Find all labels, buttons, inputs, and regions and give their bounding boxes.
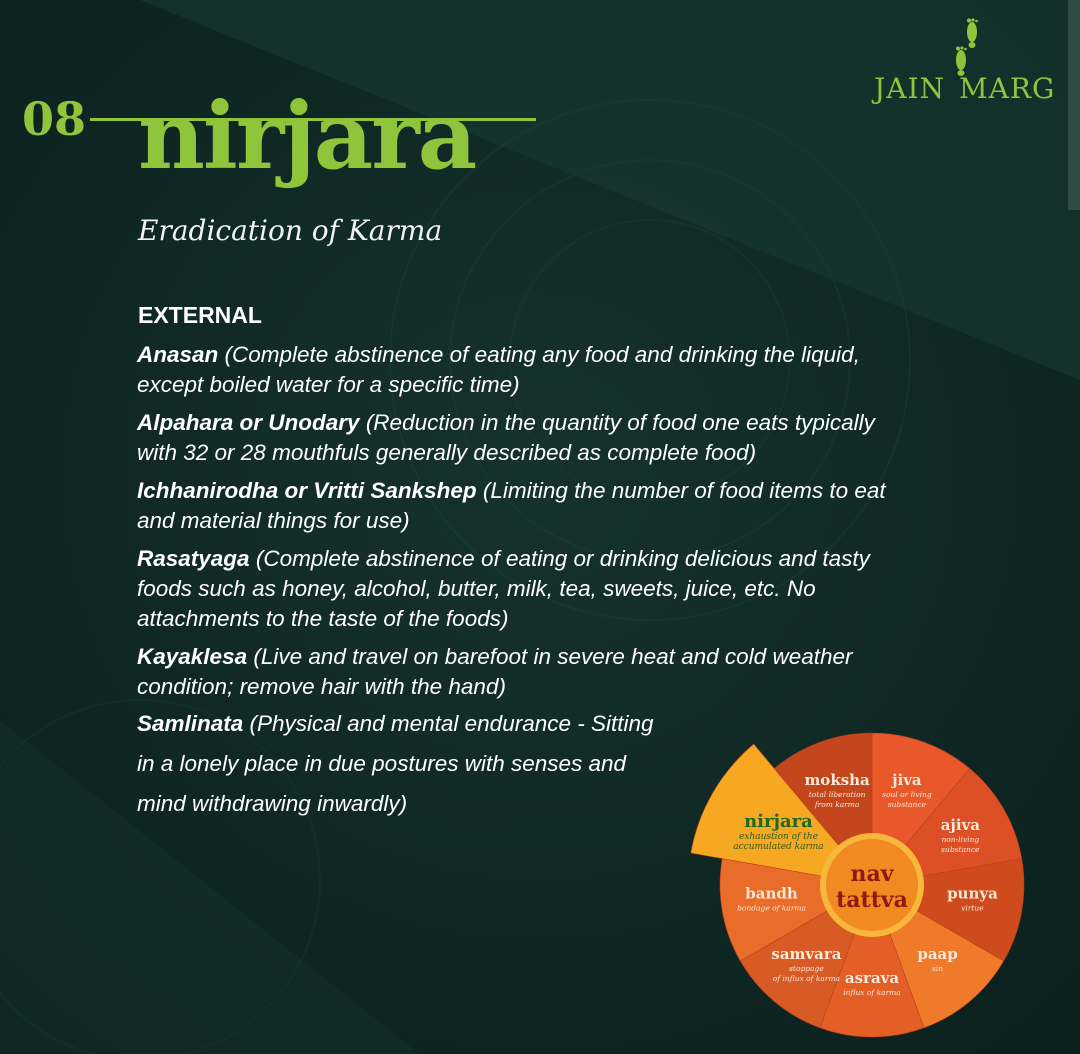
list-item [137,340,897,400]
segment-name: punya [947,884,998,903]
item-desc: (Complete abstinence of eating or drinking delicious and tasty foods such as honey, alcohol, butter, milk, tea, sweets, juice, etc. No attachments to the taste of the foods) [137,546,870,631]
item-term: Ichhanirodha or Vritti Sankshep [137,478,477,503]
chapter-number: 08 [22,92,87,146]
segment-name: samvara [771,945,842,964]
item-desc: (Complete abstinence of eating any food and drinking the liquid, except boiled water for a specific time) [137,342,860,397]
page-title: nirjara [138,82,476,190]
segment-sub: virtue [961,903,984,913]
segment-sub: non-living [941,835,980,844]
segment-name: moksha [804,771,870,790]
brand-right: MARG [959,72,1056,105]
segment-sub: of influx of karma [772,974,841,984]
list-item [137,476,897,536]
segment-sub: total liberation [808,790,866,800]
segment-sub: from karma [814,800,860,810]
list-item [137,704,657,824]
segment-sub: bondage of karma [737,903,807,913]
segment-name: bandh [745,884,798,903]
list-item [137,408,897,468]
list-item [137,544,897,634]
item-desc: (Reduction in the quantity of food one eats typically with 32 or 28 mouthfuls generally described as complete food) [137,410,875,465]
segment-sub: sin [932,964,944,974]
segment-sub: influx of karma [843,988,901,997]
hub-label-line2: tattva [836,887,908,913]
item-desc: (Live and travel on barefoot in severe heat and cold weather condition; remove hair with the hand) [137,644,853,699]
segment-name: jiva [892,771,922,790]
segment-sub: accumulated karma [733,842,824,852]
item-term: Samlinata [137,711,244,736]
segment-sub: substance [941,845,980,854]
brand-name [874,72,1055,105]
item-desc: (Physical and mental endurance - Sitting in a lonely place in due postures with senses and mind withdrawing inwardly) [137,711,654,816]
item-term: Kayaklesa [137,644,248,669]
item-term: Anasan [137,342,219,367]
segment-sub: soul or living [882,790,932,800]
section-heading: EXTERNAL [138,302,262,328]
list-item [137,642,897,702]
item-desc: (Limiting the number of food items to eat and material things for use) [137,478,886,533]
segment-sub: substance [887,800,927,810]
segment-sub: stoppage [789,964,824,974]
item-term: Rasatyaga [137,546,250,571]
segment-name: paap [917,945,958,964]
segment-name: ajiva [940,816,980,834]
segment-name: asrava [844,969,900,987]
segment-sub: exhaustion of the [739,832,818,842]
segment-name: nirjara [744,811,813,832]
item-term: Alpahara or Unodary [137,410,360,435]
brand-left: JAIN [874,72,946,105]
page-subtitle: Eradication of Karma [138,214,443,247]
nav-tattva-wheel [690,722,1030,1052]
hub-label-line1: nav [850,861,894,887]
jain-marg-logo [868,18,1058,108]
